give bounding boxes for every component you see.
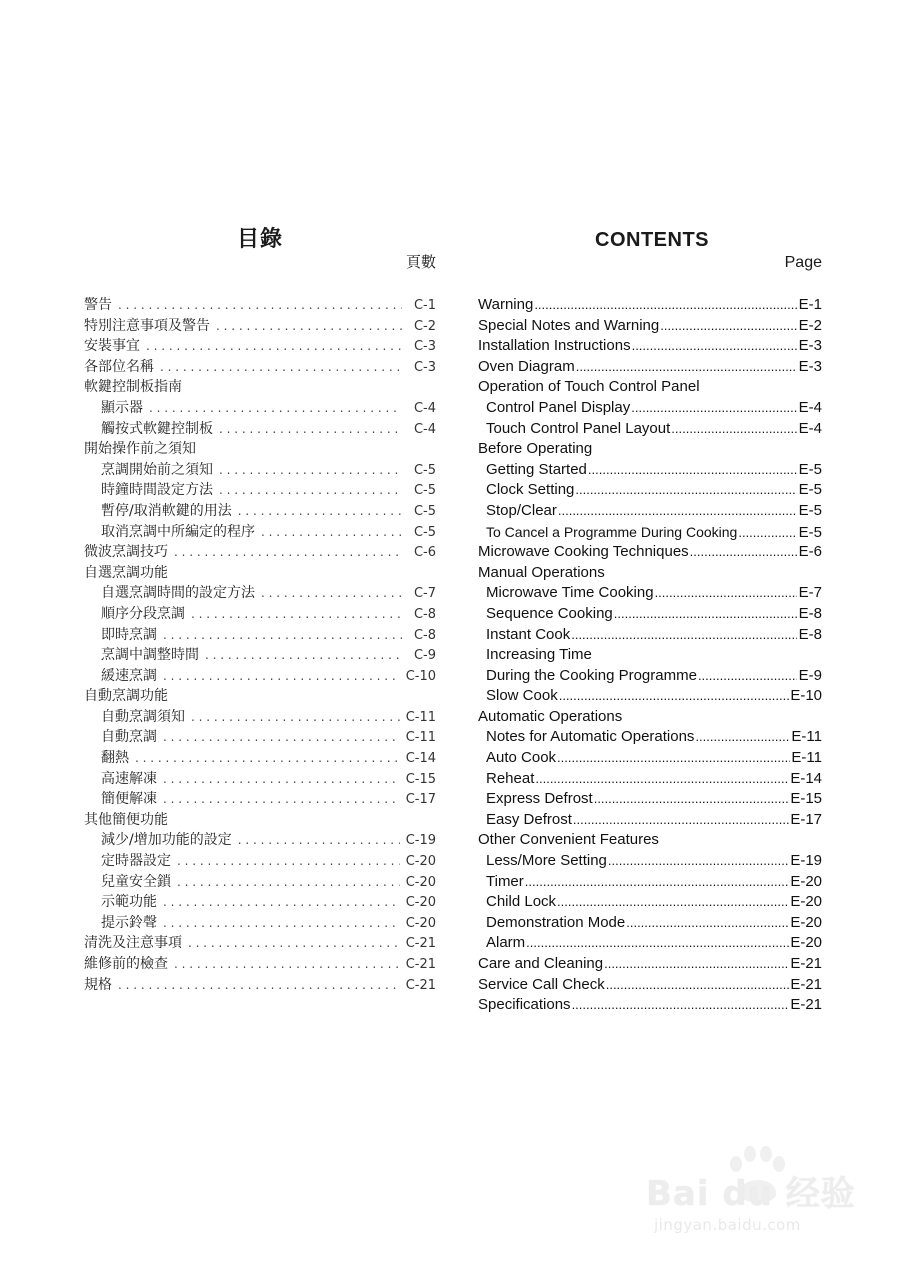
english-toc-entry (478, 480, 822, 501)
english-toc-entry-page: E-7 (798, 584, 822, 602)
english-toc-entry (478, 830, 822, 851)
english-toc-entry-page: E-10 (790, 687, 822, 705)
english-toc-entry-page: E-21 (790, 955, 822, 972)
chinese-toc-dot-leader (238, 501, 402, 522)
chinese-toc-entry-label: 規格 (84, 976, 112, 993)
english-toc-entry (478, 583, 822, 604)
english-toc-dot-leader (632, 336, 797, 357)
english-toc-dot-leader (671, 419, 797, 440)
chinese-toc-entry-label: 自選烹調時間的設定方法 (101, 585, 255, 602)
english-toc-dot-leader (557, 892, 789, 913)
chinese-toc-dot-leader (146, 336, 402, 357)
english-toc-list (478, 295, 822, 1016)
english-toc-dot-leader (535, 769, 789, 790)
chinese-toc-entry-page: C-10 (405, 668, 436, 684)
chinese-toc-entry-label: 即時烹調 (101, 626, 157, 643)
english-toc-entry-label: Before Operating (478, 440, 593, 458)
english-toc-entry-page: E-1 (798, 296, 822, 313)
english-toc-entry-label: Sequence Cooking (486, 604, 613, 622)
chinese-toc-dot-leader (261, 522, 402, 543)
chinese-toc-entry (84, 872, 436, 893)
english-toc-entry-page: E-21 (790, 975, 822, 993)
english-toc-entry (478, 727, 822, 748)
chinese-toc-entry-page: C-4 (413, 400, 436, 416)
chinese-toc-entry-page: C-6 (413, 545, 436, 561)
english-toc-entry-label: Notes for Automatic Operations (486, 728, 695, 746)
chinese-toc-entry-label: 定時器設定 (101, 853, 171, 870)
english-toc-dot-leader (534, 295, 797, 316)
chinese-toc-entry (84, 666, 436, 687)
chinese-toc-entry-page: C-17 (405, 792, 436, 808)
english-toc-dot-leader (614, 604, 797, 625)
english-toc-entry-label: Instant Cook (486, 625, 571, 643)
english-toc-entry-page: E-5 (798, 481, 822, 499)
chinese-toc-entry (84, 563, 436, 584)
english-toc-entry-page: E-5 (798, 501, 822, 519)
english-toc-entry-page: E-2 (798, 316, 822, 334)
chinese-toc-dot-leader (163, 789, 400, 810)
watermark-brand-text: Bai du 经验 (646, 1174, 856, 1214)
chinese-toc-entry-page: C-5 (413, 462, 436, 478)
english-toc-dot-leader (588, 460, 797, 481)
english-toc-entry-label: Installation Instructions (478, 337, 631, 355)
english-toc-entry (478, 748, 822, 769)
english-toc-entry-label: Other Convenient Features (478, 831, 659, 849)
english-toc-entry-label: Service Call Check (478, 975, 605, 993)
chinese-toc-entry-page: C-1 (413, 298, 436, 313)
english-toc-entry (478, 316, 822, 337)
english-toc-entry (478, 377, 822, 398)
english-toc-entry (478, 913, 822, 934)
chinese-toc-entry-page: C-21 (405, 936, 436, 952)
chinese-toc-entry (84, 522, 436, 543)
english-toc-entry-page: E-8 (798, 625, 822, 643)
english-toc-entry-label: Clock Setting (486, 481, 575, 499)
english-toc-entry-page: E-5 (798, 523, 822, 541)
chinese-toc-entry (84, 336, 436, 357)
chinese-toc-entry-label: 維修前的檢查 (84, 956, 168, 972)
chinese-toc-entry (84, 460, 436, 481)
chinese-toc-entry-label: 簡便解凍 (101, 791, 157, 808)
chinese-toc-dot-leader (160, 357, 402, 378)
chinese-page-column-label: 頁數 (405, 253, 436, 271)
chinese-toc-entry-label: 時鐘時間設定方法 (101, 482, 213, 499)
chinese-toc-entry-label: 自動烹調 (101, 729, 157, 746)
english-toc-dot-leader (559, 686, 790, 707)
english-toc-entry (478, 810, 822, 831)
chinese-toc-entry (84, 377, 436, 398)
english-toc-dot-leader (608, 851, 789, 872)
chinese-toc-dot-leader (191, 604, 402, 625)
english-toc-dot-leader (557, 748, 790, 769)
chinese-toc-entry (84, 604, 436, 625)
english-toc-entry (478, 707, 822, 728)
chinese-toc-entry-label: 各部位名稱 (84, 358, 154, 375)
english-toc-entry-page: E-17 (790, 810, 822, 828)
chinese-toc-list (84, 295, 436, 995)
english-toc-entry (478, 625, 822, 646)
english-toc-entry (478, 563, 822, 584)
chinese-toc-entry (84, 851, 436, 872)
english-toc-entry-label: Increasing Time (486, 646, 592, 664)
english-toc-entry-label: Microwave Cooking Techniques (478, 543, 689, 561)
english-toc-dot-leader (573, 810, 789, 831)
english-toc-entry (478, 439, 822, 460)
chinese-toc-entry-page: C-7 (413, 586, 436, 602)
chinese-toc-entry-page: C-20 (405, 895, 436, 911)
english-toc-entry-label: Timer (486, 872, 524, 890)
english-toc-entry (478, 522, 822, 543)
english-toc-entry-page: E-20 (790, 872, 822, 890)
chinese-toc-entry-page: C-20 (405, 854, 436, 870)
chinese-toc-entry-page: C-11 (405, 730, 436, 746)
chinese-toc-dot-leader (177, 851, 400, 872)
english-toc-entry-page: E-14 (790, 769, 822, 787)
chinese-toc-entry (84, 810, 436, 831)
chinese-toc-entry-label: 提示鈴聲 (101, 914, 157, 931)
english-toc-entry (478, 666, 822, 687)
chinese-toc-entry-page: C-15 (405, 771, 436, 787)
english-toc-entry-label: Getting Started (486, 460, 587, 478)
chinese-toc-entry-page: C-21 (405, 977, 436, 993)
english-toc-entry-page: E-11 (791, 728, 822, 746)
chinese-toc-entry-page: C-3 (413, 339, 436, 355)
english-toc-entry-page: E-20 (790, 913, 822, 931)
chinese-toc-dot-leader (174, 954, 400, 975)
english-toc-dot-leader (572, 995, 790, 1016)
english-toc-dot-leader (690, 542, 797, 563)
chinese-toc-entry-page: C-5 (413, 524, 436, 540)
chinese-toc-dot-leader (238, 830, 400, 851)
chinese-toc-entry-label: 翻熱 (101, 750, 129, 767)
chinese-toc-dot-leader (163, 913, 400, 934)
chinese-toc-entry (84, 439, 436, 460)
chinese-toc-entry-page: C-21 (405, 957, 436, 972)
chinese-toc-entry-page: C-14 (405, 751, 436, 767)
chinese-toc-entry (84, 295, 436, 316)
chinese-toc-entry-label: 自動烹調須知 (101, 708, 185, 725)
chinese-toc-entry-label: 減少/增加功能的設定 (101, 832, 232, 849)
chinese-toc-entry-page: C-8 (413, 627, 436, 643)
chinese-toc-entry-label: 軟鍵控制板指南 (84, 379, 182, 396)
chinese-toc-dot-leader (219, 419, 402, 440)
baidu-watermark (640, 1140, 880, 1250)
english-toc-entry (478, 851, 822, 872)
chinese-toc-entry-page: C-5 (413, 503, 436, 519)
chinese-toc-entry (84, 892, 436, 913)
chinese-toc-dot-leader (188, 933, 400, 954)
english-toc-entry-page: E-20 (790, 893, 822, 911)
chinese-toc-entry-label: 特別注意事項及警告 (84, 317, 210, 334)
english-toc-entry-label: Special Notes and Warning (478, 316, 660, 334)
english-toc-entry-page: E-11 (791, 749, 822, 767)
english-toc-dot-leader (738, 523, 797, 543)
english-toc-dot-leader (604, 954, 789, 975)
english-toc-dot-leader (660, 316, 797, 337)
chinese-toc-entry (84, 501, 436, 522)
english-toc-dot-leader (576, 357, 797, 378)
english-toc-entry-label: Oven Diagram (478, 357, 575, 375)
english-toc-entry (478, 686, 822, 707)
chinese-toc-entry (84, 913, 436, 934)
english-toc-entry (478, 933, 822, 954)
chinese-toc-entry (84, 830, 436, 851)
english-toc-entry-page: E-6 (798, 543, 822, 561)
english-toc-entry-label: Child Lock (486, 893, 557, 911)
chinese-toc-entry-label: 微波烹調技巧 (84, 544, 168, 561)
chinese-toc-entry-label: 暫停/取消軟鍵的用法 (101, 502, 232, 519)
chinese-toc-entry-label: 觸按式軟鍵控制板 (101, 420, 213, 437)
chinese-toc-entry (84, 625, 436, 646)
chinese-toc-dot-leader (163, 666, 400, 687)
english-toc-entry-page: E-4 (798, 419, 822, 437)
english-toc-entry-page: E-21 (790, 996, 822, 1014)
chinese-toc-entry (84, 316, 436, 337)
english-toc-dot-leader (526, 933, 789, 954)
chinese-toc-entry-label: 自動烹調功能 (84, 688, 168, 705)
english-toc-entry (478, 892, 822, 913)
chinese-toc-dot-leader (177, 872, 400, 893)
chinese-toc-entry-label: 顯示器 (101, 399, 143, 416)
english-toc-entry (478, 954, 822, 975)
chinese-toc-dot-leader (135, 748, 400, 769)
chinese-toc-entry-page: C-8 (413, 606, 436, 622)
english-toc-entry (478, 501, 822, 522)
chinese-toc-entry-label: 自選烹調功能 (84, 564, 168, 581)
english-toc-entry-label: Less/More Setting (486, 852, 607, 870)
english-toc-entry-label: To Cancel a Programme During Cooking (486, 523, 738, 540)
chinese-toc-entry (84, 398, 436, 419)
english-toc-entry-label: Express Defrost (486, 790, 593, 808)
english-toc-entry (478, 995, 822, 1016)
chinese-toc-entry-label: 安裝事宜 (84, 338, 140, 355)
english-toc-entry-label: Alarm (486, 934, 526, 952)
english-toc-entry-page: E-3 (798, 357, 822, 375)
chinese-toc-entry-label: 警告 (84, 297, 112, 313)
chinese-toc-entry (84, 707, 436, 728)
english-toc-entry-label: Manual Operations (478, 563, 605, 581)
chinese-toc-entry (84, 933, 436, 954)
chinese-toc-dot-leader (191, 707, 400, 728)
chinese-toc-dot-leader (219, 480, 402, 501)
chinese-toc-dot-leader (163, 769, 400, 790)
chinese-toc-entry (84, 583, 436, 604)
english-toc-entry (478, 398, 822, 419)
english-toc-entry-page: E-15 (790, 790, 822, 808)
chinese-toc-dot-leader (149, 398, 402, 419)
chinese-toc-entry-label: 烹調開始前之須知 (101, 461, 213, 478)
chinese-toc-entry-label: 順序分段烹調 (101, 605, 185, 622)
english-toc-dot-leader (695, 727, 790, 748)
english-toc-entry (478, 295, 822, 316)
english-toc-entry (478, 604, 822, 625)
english-toc-entry-label: Slow Cook (486, 687, 558, 705)
english-toc-dot-leader (575, 480, 797, 501)
chinese-toc-entry-label: 高速解凍 (101, 770, 157, 787)
chinese-toc-dot-leader (163, 625, 402, 646)
english-toc-entry (478, 645, 822, 666)
chinese-toc-dot-leader (261, 583, 402, 604)
chinese-toc-entry-page: C-2 (413, 318, 436, 334)
english-toc-entry (478, 975, 822, 996)
english-toc-entry-label: Touch Control Panel Layout (486, 419, 671, 437)
chinese-toc-entry-label: 緩速烹調 (101, 667, 157, 684)
chinese-toc-entry-label: 開始操作前之須知 (84, 441, 196, 458)
english-toc-entry-page: E-8 (798, 604, 822, 622)
english-page-column-label: Page (784, 254, 822, 271)
english-toc-entry-page: E-4 (798, 398, 822, 416)
english-toc-entry-label: Demonstration Mode (486, 913, 626, 931)
chinese-toc-dot-leader (216, 316, 402, 337)
chinese-toc-entry (84, 645, 436, 666)
chinese-toc-entry (84, 419, 436, 440)
chinese-toc-dot-leader (118, 295, 402, 316)
english-toc-entry-label: During the Cooking Programme (486, 666, 697, 684)
english-toc-entry-label: Stop/Clear (486, 501, 557, 519)
chinese-toc-entry-page: C-9 (413, 648, 436, 664)
english-toc-dot-leader (655, 583, 797, 604)
chinese-toc-entry (84, 480, 436, 501)
chinese-toc-entry-label: 示範功能 (101, 894, 157, 911)
english-toc-entry (478, 419, 822, 440)
english-contents-title: CONTENTS (595, 229, 709, 251)
chinese-toc-entry-label: 其他簡便功能 (84, 811, 168, 828)
english-toc-entry-label: Care and Cleaning (478, 955, 604, 972)
english-toc-dot-leader (626, 913, 789, 934)
chinese-toc-entry-label: 清洗及注意事項 (84, 935, 182, 952)
chinese-toc-dot-leader (163, 727, 400, 748)
english-toc-entry-label: Microwave Time Cooking (486, 584, 654, 602)
english-toc-entry-page: E-9 (798, 666, 822, 684)
chinese-toc-entry (84, 686, 436, 707)
chinese-toc-entry-page: C-3 (413, 359, 436, 375)
english-toc-entry-page: E-20 (790, 934, 822, 952)
chinese-toc-entry-label: 取消烹調中所編定的程序 (101, 523, 255, 540)
watermark-url-text: jingyan.baidu.com (654, 1216, 801, 1234)
chinese-toc-entry (84, 357, 436, 378)
english-toc-entry-label: Easy Defrost (486, 810, 572, 828)
english-toc-dot-leader (698, 666, 797, 687)
english-toc-dot-leader (594, 789, 790, 810)
english-toc-entry-label: Specifications (478, 996, 571, 1014)
chinese-toc-entry-label: 兒童安全鎖 (101, 873, 171, 890)
english-toc-entry-label: Automatic Operations (478, 707, 623, 725)
english-toc-dot-leader (558, 501, 797, 522)
english-toc-dot-leader (525, 872, 790, 893)
chinese-toc-dot-leader (205, 645, 402, 666)
english-toc-entry (478, 336, 822, 357)
english-toc-dot-leader (606, 975, 790, 996)
english-toc-entry (478, 769, 822, 790)
chinese-toc-entry (84, 954, 436, 975)
english-toc-entry-page: E-5 (798, 460, 822, 478)
chinese-toc-entry-page: C-20 (405, 915, 436, 931)
chinese-toc-entry (84, 789, 436, 810)
english-toc-entry (478, 357, 822, 378)
chinese-contents-title: 目錄 (236, 227, 283, 252)
chinese-toc-entry (84, 727, 436, 748)
chinese-toc-entry-page: C-4 (413, 421, 436, 437)
english-toc-entry-page: E-3 (798, 337, 822, 355)
chinese-toc-dot-leader (118, 975, 400, 996)
english-toc-entry (478, 872, 822, 893)
chinese-toc-dot-leader (163, 892, 400, 913)
english-toc-dot-leader (631, 398, 797, 419)
chinese-toc-entry (84, 769, 436, 790)
english-toc-entry (478, 460, 822, 481)
english-toc-entry-label: Reheat (486, 769, 535, 787)
english-toc-entry (478, 542, 822, 563)
chinese-toc-entry-label: 烹調中調整時間 (101, 647, 199, 664)
chinese-toc-dot-leader (219, 460, 402, 481)
english-toc-entry (478, 789, 822, 810)
chinese-contents-column (84, 226, 436, 995)
chinese-toc-entry-page: C-19 (405, 833, 436, 849)
chinese-toc-entry-page: C-5 (413, 483, 436, 499)
english-contents-column (478, 226, 822, 1016)
chinese-toc-entry-page: C-11 (405, 709, 436, 725)
chinese-toc-entry (84, 975, 436, 996)
english-toc-entry-label: Control Panel Display (486, 398, 631, 416)
chinese-toc-entry-page: C-20 (405, 874, 436, 890)
english-toc-entry-page: E-19 (790, 852, 822, 870)
english-toc-entry-label: Operation of Touch Control Panel (478, 378, 700, 396)
chinese-toc-entry (84, 542, 436, 563)
english-toc-dot-leader (571, 625, 797, 646)
english-toc-entry-label: Warning (478, 296, 534, 313)
chinese-toc-dot-leader (174, 542, 402, 563)
chinese-toc-entry (84, 748, 436, 769)
english-toc-entry-label: Auto Cook (486, 749, 557, 767)
